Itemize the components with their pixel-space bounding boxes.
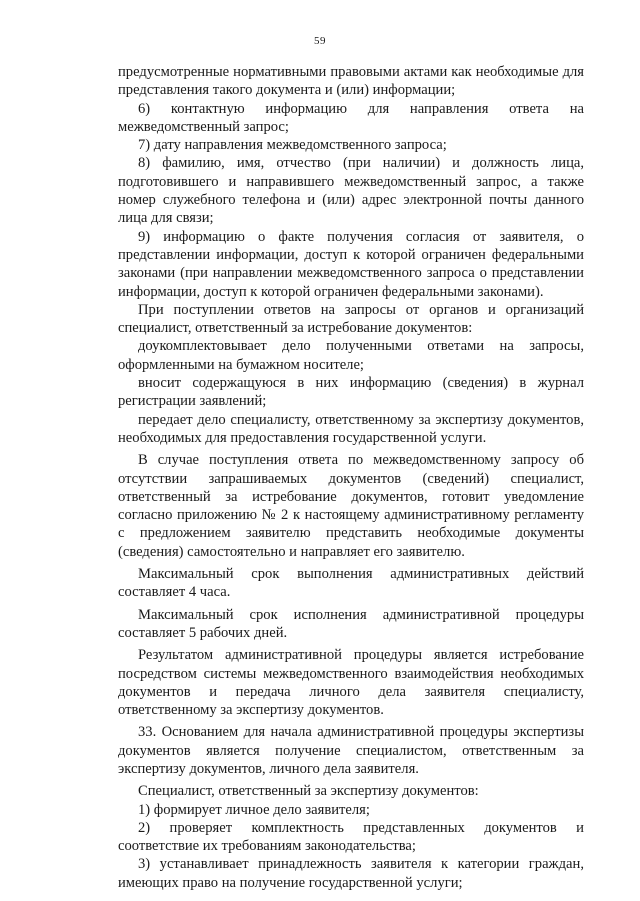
paragraph: Максимальный срок выполнения административных действий составляет 4 часа. [118, 566, 584, 601]
document-body [118, 63, 584, 892]
paragraph: 6) контактную информацию для направления ответа на межведомственный запрос; [118, 100, 584, 135]
paragraph: 1) формирует личное дело заявителя; [138, 801, 370, 818]
paragraph: 3) устанавливает принадлежность заявителя к категории граждан, имеющих право на получение государственной услуги; [118, 856, 584, 891]
paragraph: В случае поступления ответа по межведомственному запросу об отсутствии запрашиваемых документов (сведений) специалист, ответственный за истребование документов, готовит уведомление согласно приложению № 2 к настоящему административному регламенту с предложением заявителю представить необходимые документы (сведения) самостоятельно и направляет его заявителю. [118, 452, 584, 560]
paragraph: доукомплектовывает дело полученными ответами на запросы, оформленными на бумажном носителе; [118, 338, 584, 373]
paragraph: 9) информацию о факте получения согласия от заявителя, о представлении информации, доступ к которой ограничен федеральными законами (при направлении межведомственного запроса о представлении информации, доступ к которой ограничен федеральными законами). [118, 228, 584, 300]
paragraph: предусмотренные нормативными правовыми актами как необходимые для представления такого документа и (или) информации; [118, 64, 584, 99]
paragraph: 2) проверяет комплектность представленных документов и соответствие их требованиям законодательства; [118, 819, 584, 855]
paragraph: При поступлении ответов на запросы от органов и организаций специалист, ответственный за истребование документов: [118, 301, 584, 337]
page-number: 59 [314, 35, 326, 47]
paragraph: вносит содержащуюся в них информацию (сведения) в журнал регистрации заявлений; [118, 375, 584, 410]
paragraph: 8) фамилию, имя, отчество (при наличии) и должность лица, подготовившего и направившего межведомственный запрос, а также номер служебного телефона и (или) адрес электронной почты данного лица для связи; [118, 155, 584, 227]
paragraph: Максимальный срок исполнения административной процедуры составляет 5 рабочих дней. [118, 606, 584, 641]
paragraph: Результатом административной процедуры является истребование посредством системы межведомственного взаимодействия необходимых документов и передача личного дела заявителя специалисту, ответственному за экспертизу документов. [118, 647, 584, 719]
paragraph: 33. Основанием для начала административной процедуры экспертизы документов является получение специалистом, ответственным за экспертизу документов, личного дела заявителя. [118, 724, 584, 777]
paragraph: передает дело специалисту, ответственному за экспертизу документов, необходимых для предоставления государственной услуги. [118, 411, 584, 446]
paragraph: Специалист, ответственный за экспертизу документов: [138, 783, 479, 800]
paragraph: 7) дату направления межведомственного запроса; [138, 137, 447, 154]
